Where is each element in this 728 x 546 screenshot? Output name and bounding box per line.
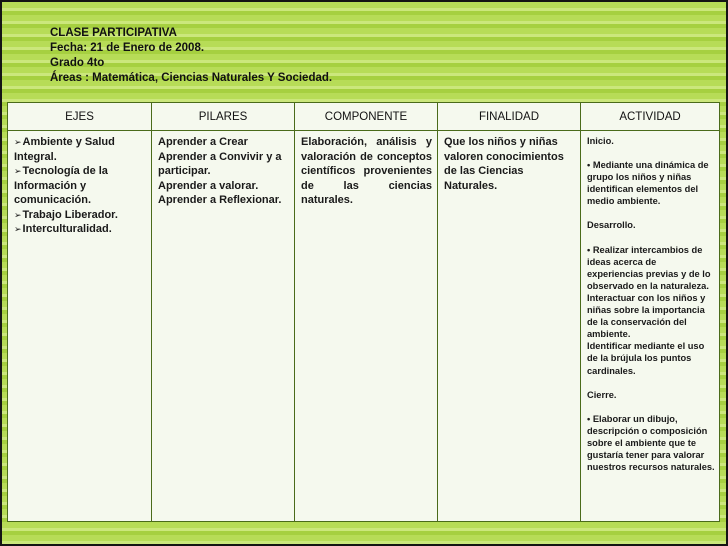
header-actividad: ACTIVIDAD xyxy=(619,110,681,123)
list-item xyxy=(14,135,146,164)
lesson-title: CLASE PARTICIPATIVA xyxy=(50,27,177,39)
list-item: Aprender a valorar. xyxy=(158,179,259,192)
ejes-item-text: Tecnología de la Información y comunicación. xyxy=(14,165,108,206)
desarrollo-text-3: Identificar mediante el uso de la brújula los puntos cardinales. xyxy=(587,341,705,376)
list-item xyxy=(14,164,146,208)
desarrollo-text-1: • Realizar intercambios de ideas acerca de experiencias previas y de lo observado en la naturaleza. xyxy=(587,244,711,291)
desarrollo-text-2: Interactuar con los niños y niñas sobre la importancia de la conservación del ambiente. xyxy=(587,292,706,340)
lesson-header xyxy=(50,26,332,86)
ejes-item-text: Trabajo Liberador. xyxy=(22,208,118,221)
lesson-plan-table xyxy=(7,102,720,522)
arrow-bullet-icon: ➢ xyxy=(14,224,22,234)
lesson-grade: Grado 4to xyxy=(50,57,105,69)
ejes-item-text: Interculturalidad. xyxy=(22,223,112,235)
column-componente xyxy=(295,103,438,521)
arrow-bullet-icon: ➢ xyxy=(14,137,22,147)
list-item xyxy=(14,222,146,237)
cierre-text: • Elaborar un dibujo, descripción o composición sobre el ambiente que te gustaría tener para valorar nuestros recursos naturales. xyxy=(587,413,715,473)
header-ejes: EJES xyxy=(65,110,94,123)
header-finalidad: FINALIDAD xyxy=(478,110,540,123)
arrow-bullet-icon: ➢ xyxy=(14,209,22,220)
column-actividad xyxy=(581,103,719,521)
lesson-areas: Áreas : Matemática, Ciencias Naturales Y Sociedad. xyxy=(50,72,333,84)
inicio-text: • Mediante una dinámica de grupo los niños y niñas identifican elementos del medio ambiente. xyxy=(587,160,709,207)
arrow-bullet-icon: ➢ xyxy=(14,166,22,176)
inicio-label: Inicio. xyxy=(587,136,614,146)
list-item: Aprender a Convivir y a participar. xyxy=(158,150,282,177)
column-finalidad xyxy=(438,103,581,521)
ejes-list xyxy=(14,135,146,237)
actividad-text xyxy=(587,135,715,473)
cierre-label: Cierre. xyxy=(587,389,617,400)
slide-background xyxy=(2,2,726,544)
list-item xyxy=(14,208,146,223)
list-item: Aprender a Reflexionar. xyxy=(158,194,282,206)
lesson-date: Fecha: 21 de Enero de 2008. xyxy=(50,42,205,54)
ejes-item-text: Ambiente y Salud Integral. xyxy=(14,136,115,163)
desarrollo-label: Desarrollo. xyxy=(587,220,636,231)
pilares-list xyxy=(158,135,289,208)
column-pilares xyxy=(152,103,295,521)
header-pilares: PILARES xyxy=(198,110,248,123)
list-item: Aprender a Crear xyxy=(158,136,248,148)
column-ejes xyxy=(8,103,152,521)
header-componente: COMPONENTE xyxy=(324,110,408,123)
componente-text: Elaboración, análisis y valoración de conceptos científicos provenientes de las ciencias naturales. xyxy=(301,136,432,206)
finalidad-text: Que los niños y niñas valoren conocimientos de las Ciencias Naturales. xyxy=(444,136,564,192)
